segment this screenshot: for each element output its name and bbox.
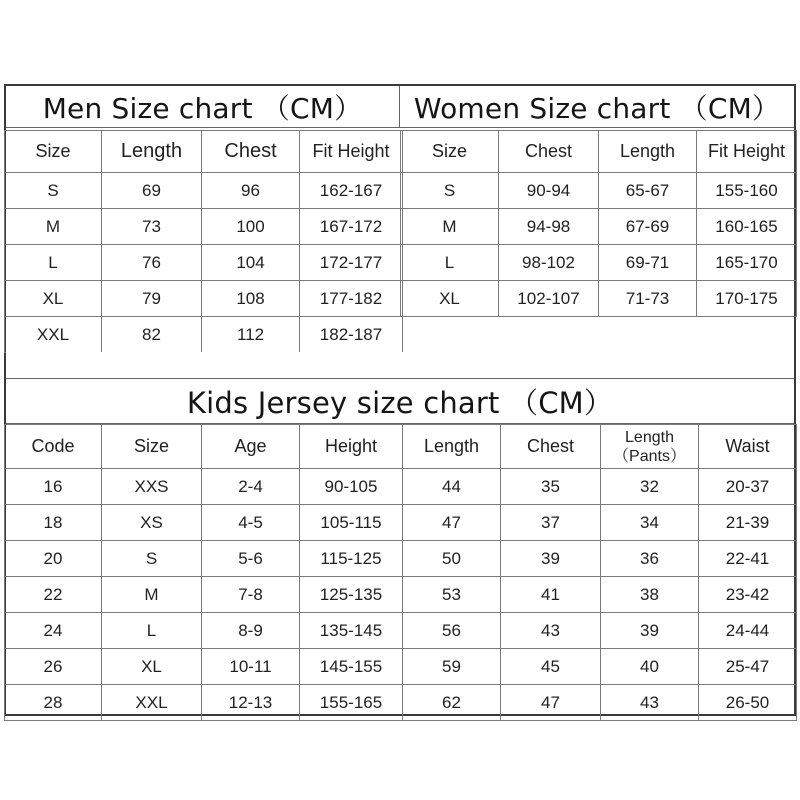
kids-cell: 18 (5, 505, 102, 541)
men-cell: 172-177 (300, 245, 403, 281)
kids-header-chest: Chest (501, 425, 601, 469)
men-size-table (4, 130, 403, 353)
men-cell: 167-172 (300, 209, 403, 245)
men-cell: 162-167 (300, 173, 403, 209)
kids-cell: M (102, 577, 202, 613)
kids-cell: 135-145 (300, 613, 403, 649)
kids-cell: XS (102, 505, 202, 541)
men-cell: 82 (102, 317, 202, 353)
women-cell: 67-69 (599, 209, 697, 245)
kids-cell: 10-11 (202, 649, 300, 685)
kids-cell: 34 (601, 505, 699, 541)
kids-cell: 7-8 (202, 577, 300, 613)
women-cell: 98-102 (499, 245, 599, 281)
kids-cell: 22-41 (699, 541, 797, 577)
kids-cell: 53 (403, 577, 501, 613)
kids-cell: 62 (403, 685, 501, 721)
kids-header-waist: Waist (699, 425, 797, 469)
kids-cell: 22 (5, 577, 102, 613)
table-row (5, 281, 403, 317)
kids-size-table (4, 424, 797, 721)
kids-cell: 24-44 (699, 613, 797, 649)
men-cell: 177-182 (300, 281, 403, 317)
table-row (5, 649, 797, 685)
kids-cell: S (102, 541, 202, 577)
kids-size-chart-title: Kids Jersey size chart （CM） (6, 378, 794, 424)
kids-cell: 24 (5, 613, 102, 649)
men-header-length: Length (102, 131, 202, 173)
women-header-chest: Chest (499, 131, 599, 173)
kids-header-row (5, 425, 797, 469)
kids-cell: 35 (501, 469, 601, 505)
section-gap (6, 352, 794, 378)
women-header-length: Length (599, 131, 697, 173)
kids-cell: 21-39 (699, 505, 797, 541)
kids-cell: 25-47 (699, 649, 797, 685)
kids-cell: XL (102, 649, 202, 685)
table-row-empty (401, 317, 797, 353)
men-cell: 73 (102, 209, 202, 245)
women-cell: 170-175 (697, 281, 797, 317)
kids-cell: L (102, 613, 202, 649)
men-cell: XXL (5, 317, 102, 353)
women-cell: M (401, 209, 499, 245)
women-header-size: Size (401, 131, 499, 173)
men-header-row (5, 131, 403, 173)
kids-cell: 56 (403, 613, 501, 649)
table-row (401, 173, 797, 209)
table-row (5, 577, 797, 613)
table-row (5, 541, 797, 577)
table-row (5, 505, 797, 541)
kids-cell: 50 (403, 541, 501, 577)
table-row (5, 469, 797, 505)
table-row (5, 173, 403, 209)
kids-cell: 8-9 (202, 613, 300, 649)
men-header-chest: Chest (202, 131, 300, 173)
kids-cell: 28 (5, 685, 102, 721)
kids-cell: 39 (501, 541, 601, 577)
women-header-row (401, 131, 797, 173)
men-header-size: Size (5, 131, 102, 173)
kids-cell: 45 (501, 649, 601, 685)
kids-header-length-pants-label: Length (625, 428, 674, 446)
kids-cell: 2-4 (202, 469, 300, 505)
men-cell: 100 (202, 209, 300, 245)
kids-cell: 12-13 (202, 685, 300, 721)
kids-cell: 4-5 (202, 505, 300, 541)
women-cell: 165-170 (697, 245, 797, 281)
women-cell: 90-94 (499, 173, 599, 209)
kids-cell: 32 (601, 469, 699, 505)
men-cell: 96 (202, 173, 300, 209)
men-cell: S (5, 173, 102, 209)
kids-cell: 26-50 (699, 685, 797, 721)
women-header-fit-height: Fit Height (697, 131, 797, 173)
kids-cell: 39 (601, 613, 699, 649)
kids-cell: 43 (501, 613, 601, 649)
women-cell: 65-67 (599, 173, 697, 209)
kids-header-length: Length (403, 425, 501, 469)
table-row (5, 209, 403, 245)
kids-cell: 20-37 (699, 469, 797, 505)
men-cell: 69 (102, 173, 202, 209)
kids-cell: 26 (5, 649, 102, 685)
kids-cell: 145-155 (300, 649, 403, 685)
kids-header-size: Size (102, 425, 202, 469)
men-cell: 79 (102, 281, 202, 317)
men-cell: 104 (202, 245, 300, 281)
women-cell: 71-73 (599, 281, 697, 317)
men-cell: 182-187 (300, 317, 403, 353)
women-cell: L (401, 245, 499, 281)
kids-cell: 5-6 (202, 541, 300, 577)
men-cell: 112 (202, 317, 300, 353)
men-header-fit-height: Fit Height (300, 131, 403, 173)
kids-header-age: Age (202, 425, 300, 469)
women-size-table (400, 130, 797, 352)
kids-cell: 105-115 (300, 505, 403, 541)
table-row (401, 281, 797, 317)
women-cell: XL (401, 281, 499, 317)
women-cell: 155-160 (697, 173, 797, 209)
men-size-chart-title: Men Size chart （CM） (6, 86, 400, 128)
table-row (5, 685, 797, 721)
men-cell: M (5, 209, 102, 245)
kids-header-length-pants (601, 425, 699, 469)
kids-cell: 37 (501, 505, 601, 541)
kids-cell: 47 (501, 685, 601, 721)
kids-header-pants-sub: （Pants） (613, 447, 686, 465)
kids-cell: XXL (102, 685, 202, 721)
table-row (5, 613, 797, 649)
table-row (5, 245, 403, 281)
kids-cell: 41 (501, 577, 601, 613)
kids-cell: 59 (403, 649, 501, 685)
kids-cell: 23-42 (699, 577, 797, 613)
women-size-chart-title: Women Size chart （CM） (400, 86, 794, 128)
women-cell: 69-71 (599, 245, 697, 281)
women-cell: S (401, 173, 499, 209)
kids-cell: 38 (601, 577, 699, 613)
women-cell: 160-165 (697, 209, 797, 245)
kids-cell: 115-125 (300, 541, 403, 577)
kids-cell: 40 (601, 649, 699, 685)
women-cell: 102-107 (499, 281, 599, 317)
men-cell: L (5, 245, 102, 281)
men-cell: 76 (102, 245, 202, 281)
kids-cell: 16 (5, 469, 102, 505)
women-empty-cell (401, 317, 797, 353)
kids-cell: 36 (601, 541, 699, 577)
women-cell: 94-98 (499, 209, 599, 245)
table-row (401, 245, 797, 281)
kids-cell: 20 (5, 541, 102, 577)
kids-cell: XXS (102, 469, 202, 505)
kids-cell: 43 (601, 685, 699, 721)
men-cell: 108 (202, 281, 300, 317)
kids-header-height: Height (300, 425, 403, 469)
kids-cell: 125-135 (300, 577, 403, 613)
table-row (401, 209, 797, 245)
kids-cell: 155-165 (300, 685, 403, 721)
kids-header-code: Code (5, 425, 102, 469)
kids-cell: 44 (403, 469, 501, 505)
men-cell: XL (5, 281, 102, 317)
table-row (5, 317, 403, 353)
kids-cell: 90-105 (300, 469, 403, 505)
kids-cell: 47 (403, 505, 501, 541)
